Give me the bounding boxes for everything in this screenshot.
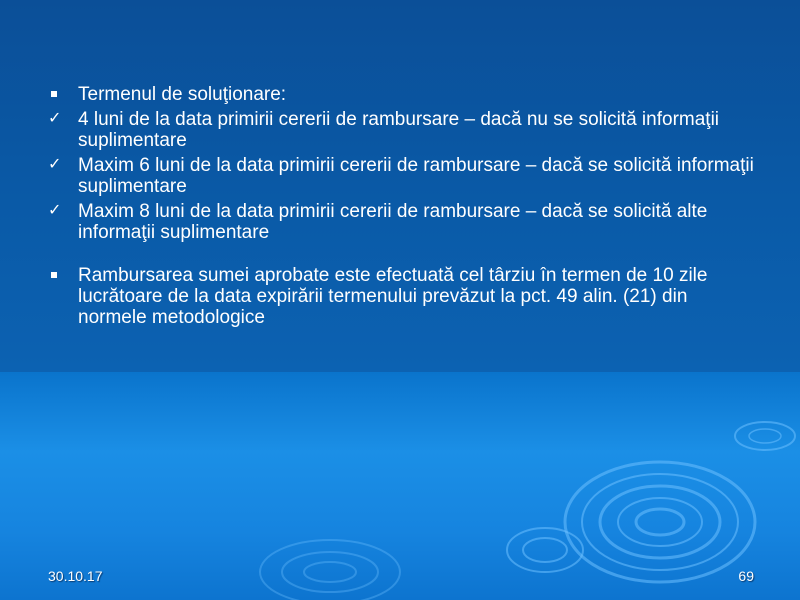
list-item [48,201,760,243]
page-number: 69 [738,568,754,584]
water-ripple-decoration [0,372,800,600]
list-item-text: Termenul de soluţionare: [78,84,287,105]
list-item [48,109,760,151]
list-item-text: Rambursarea sumei aprobate este efectuată cel târziu în termen de 10 zile lucrătoare de la data expirării termenului prevăzut la pct. 49 alin. (21) din normele metodologice [78,265,708,328]
list-item [48,265,760,328]
bullet-list [48,84,760,332]
square-bullet-icon [48,265,68,286]
list-item [48,84,760,105]
check-icon: ✓ [48,156,62,173]
square-bullet-icon [48,84,68,105]
check-icon: ✓ [48,110,62,127]
check-icon: ✓ [48,202,62,219]
list-item [48,155,760,197]
list-item-text: Maxim 6 luni de la data primirii cererii de rambursare – dacă se solicită informaţii suplimentare [78,155,754,197]
list-item-text: Maxim 8 luni de la data primirii cererii de rambursare – dacă se solicită alte informaţii suplimentare [78,201,708,243]
list-item-text: 4 luni de la data primirii cererii de rambursare – dacă nu se solicită informaţii suplimentare [78,109,720,151]
footer-date: 30.10.17 [48,568,103,584]
